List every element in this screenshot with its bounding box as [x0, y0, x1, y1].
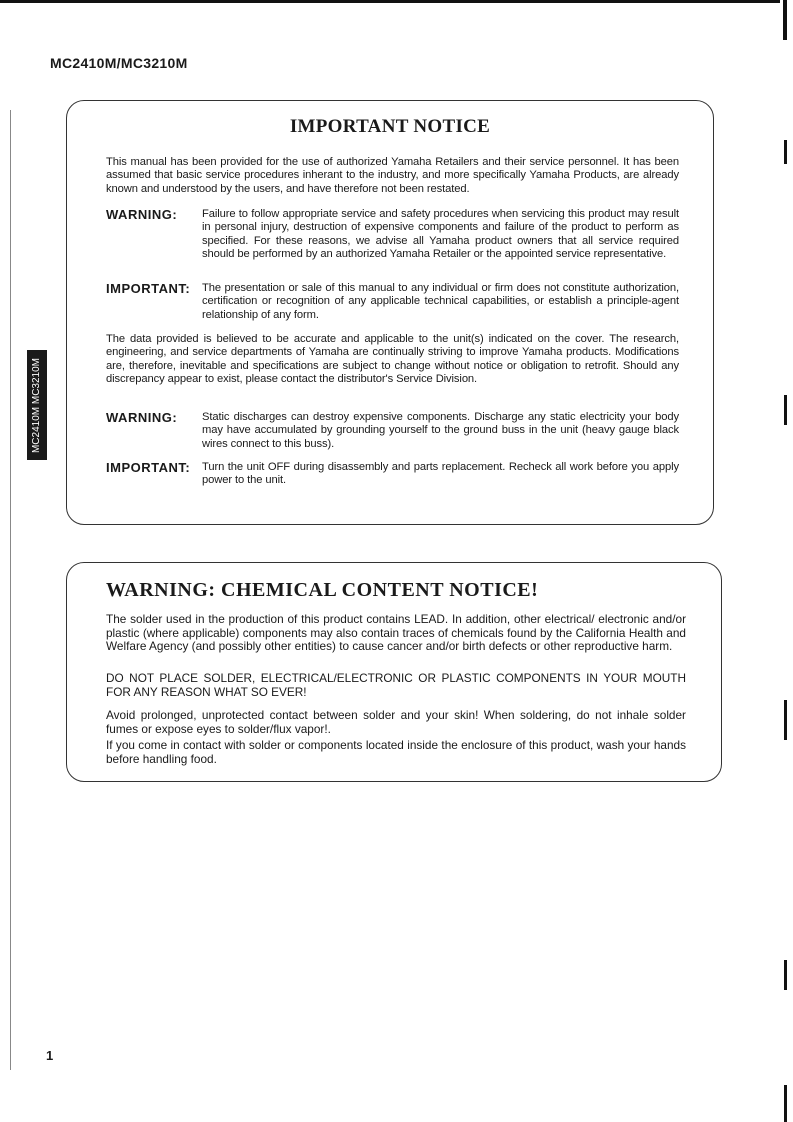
warning-text: Failure to follow appropriate service and safety procedures when servicing this product may result in personal injury, destruction of expensive components and failure of the product to perform as specified. For these reasons, we advise all Yamaha product owners that all service required should be performed by an authorized Yamaha Retailer or the appointed service representative. — [202, 208, 679, 261]
chemical-paragraph: Avoid prolonged, unprotected contact between solder and your skin! When soldering, do not inhale solder fumes or expose eyes to solder/flux vapor!. — [106, 708, 686, 736]
intro-paragraph: This manual has been provided for the use of authorized Yamaha Retailers and their service personnel. It has been assumed that basic service procedures inherant to the industry, and more specifically Yamaha Products, are already known and understood by the users, and have therefore not been restated. — [106, 156, 679, 195]
page-top-edge — [0, 0, 780, 3]
important-notice-title: IMPORTANT NOTICE — [289, 116, 491, 137]
data-paragraph: The data provided is believed to be accurate and applicable to the unit(s) indicated on the cover. The research, engineering, and service departments of Yamaha are continually striving to improve Yamaha products. Modifications are, therefore, inevitable and specifications are subject to change without notice or obligation to retrofit. Should any discrepancy appear to exist, please contact the distributor's Service Division. — [106, 333, 679, 386]
page-right-edge-mark — [784, 140, 787, 164]
important-notice-panel — [66, 100, 714, 525]
warning-text: Static discharges can destroy expensive components. Discharge any static electricity your body may have accumulated by grounding yourself to the ground buss in the unit (heavy gauge black wires connect to this buss). — [202, 411, 679, 450]
side-tab — [27, 350, 47, 460]
page-right-edge-mark — [783, 0, 787, 40]
chemical-paragraph: The solder used in the production of this product contains LEAD. In addition, other electrical/ electronic and/or plastic (where applicable) components may also contain traces of chemicals found by the California Health and Welfare Agency (and possibly other entities) to cause cancer and/or birth defects or other reproductive harm. — [106, 612, 686, 654]
page-right-edge-mark — [784, 395, 787, 425]
warning-label: WARNING: — [106, 207, 178, 222]
chemical-paragraph: If you come in contact with solder or components located inside the enclosure of this product, wash your hands before handling food. — [106, 738, 686, 766]
page-right-edge-mark — [784, 700, 787, 740]
chemical-notice-title: WARNING: CHEMICAL CONTENT NOTICE! — [106, 579, 539, 601]
side-tab-label: MC2410M MC3210M — [31, 357, 43, 453]
important-label: IMPORTANT: — [106, 460, 191, 475]
page-left-edge — [10, 110, 11, 1070]
page-right-edge-mark — [784, 1085, 787, 1122]
warning-label: WARNING: — [106, 410, 178, 425]
model-header: MC2410M/MC3210M — [50, 55, 188, 71]
important-text: Turn the unit OFF during disassembly and parts replacement. Recheck all work before you apply power to the unit. — [202, 461, 679, 487]
chemical-paragraph: DO NOT PLACE SOLDER, ELECTRICAL/ELECTRONIC OR PLASTIC COMPONENTS IN YOUR MOUTH FOR ANY REASON WHAT SO EVER! — [106, 671, 686, 699]
important-label: IMPORTANT: — [106, 281, 191, 296]
chemical-notice-panel — [66, 562, 722, 782]
page-number: 1 — [46, 1048, 54, 1063]
page-right-edge-mark — [784, 960, 787, 990]
important-text: The presentation or sale of this manual to any individual or firm does not constitute authorization, certification or recognition of any applicable technical capabilities, or establish a principle-agent relationship of any form. — [202, 282, 679, 321]
